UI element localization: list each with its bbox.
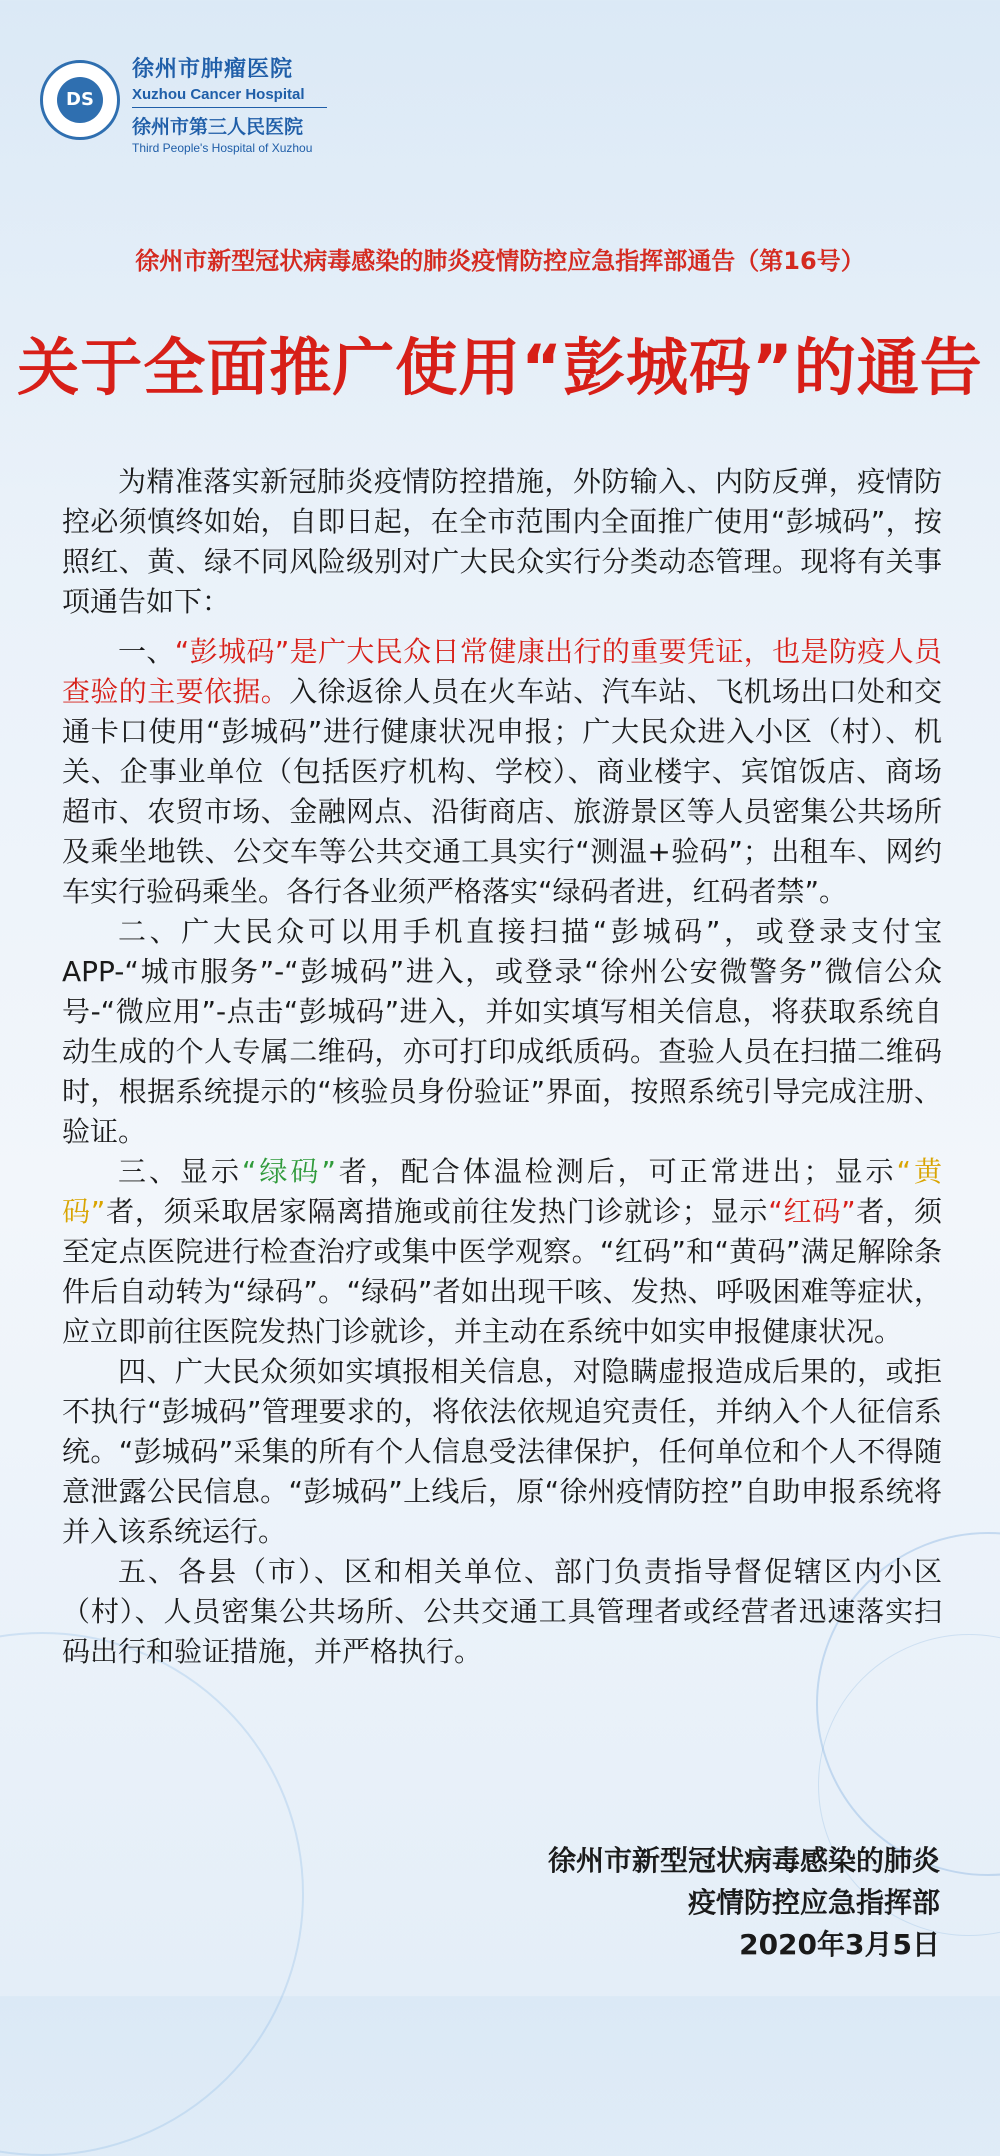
red-code-label: “红码” (768, 1195, 856, 1228)
hospital-header (40, 46, 540, 156)
issuer-line-1: 徐州市新型冠状病毒感染的肺炎 (547, 1844, 940, 1877)
section-2-paragraph: 二、广大民众可以用手机直接扫描“彭城码”，或登录支付宝APP-“城市服务”-“彭城码”进入，或登录“徐州公安微警务”微信公众号-“微应用”-点击“彭城码”进入，并如实填写相关信息，将获取系统自动生成的个人专属二维码，亦可打印成纸质码。查验人员在扫描二维码时，根据系统提示的“核验员身份验证”界面，按照系统引导完成注册、验证。 (62, 915, 942, 1148)
section-3-text-c: 者，须采取居家隔离措施或前往发热门诊就诊；显示 (105, 1195, 769, 1228)
yellow-code-label: “黄码” (62, 1155, 942, 1228)
section-1-text: 入徐返徐人员在火车站、汽车站、飞机场出口处和交通卡口使用“彭城码”进行健康状况申报；广大民众进入小区（村）、机关、企事业单位（包括医疗机构、学校）、商业楼宇、宾馆饭店、商场超市、农贸市场、金融网点、沿街商店、旅游景区等人员密集公共场所及乘坐地铁、公交车等公共交通工具实行“测温+验码”；出租车、网约车实行验码乘坐。各行各业须严格落实“绿码者进，红码者禁”。 (62, 675, 942, 908)
notice-subtitle: 徐州市新型冠状病毒感染的肺炎疫情防控应急指挥部通告（第16号） (135, 247, 865, 275)
hospital-names (132, 52, 327, 155)
hospital-logo-icon (40, 60, 120, 140)
section-3-text-a: 三、显示 (118, 1155, 242, 1188)
hospital-name-cn: 徐州市肿瘤医院 (132, 57, 294, 82)
section-4-paragraph: 四、广大民众须如实填报相关信息，对隐瞒虚报造成后果的，或拒不执行“彭城码”管理要求的，将依法依规追究责任，并纳入个人征信系统。“彭城码”采集的所有个人信息受法律保护，任何单位和个人不得随意泄露公民信息。“彭城码”上线后，原“徐州疫情防控”自助申报系统将并入该系统运行。 (62, 1355, 942, 1548)
section-1-prefix: 一、 (118, 635, 175, 668)
intro-paragraph: 为精准落实新冠肺炎疫情防控措施，外防输入、内防反弹，疫情防控必须慎终如始，自即日起，在全市范围内全面推广使用“彭城码”，按照红、黄、绿不同风险级别对广大民众实行分类动态管理。现将有关事项通告如下： (62, 465, 942, 618)
notice-title: 关于全面推广使用“彭城码”的通告 (17, 331, 983, 404)
section-1-highlight: “彭城码”是广大民众日常健康出行的重要凭证，也是防疫人员查验的主要依据。 (62, 635, 942, 708)
logo-mark: DS (57, 77, 103, 123)
section-5-paragraph: 五、各县（市）、区和相关单位、部门负责指导督促辖区内小区（村）、人员密集公共场所、公共交通工具管理者或经营者迅速落实扫码出行和验证措施，并严格执行。 (62, 1555, 942, 1668)
hospital-name-en: Xuzhou Cancer Hospital (132, 86, 305, 103)
hospital-divider (132, 107, 327, 108)
decorative-arc (0, 1632, 304, 2156)
issuer-signature (548, 1840, 940, 1966)
issuer-line-2: 疫情防控应急指挥部 (687, 1886, 940, 1919)
section-1-paragraph (62, 632, 942, 912)
section-3-text-b: 者，配合体温检测后，可正常进出；显示 (335, 1155, 897, 1188)
issue-date: 2020年3月5日 (739, 1928, 940, 1961)
hospital2-name-en: Third People's Hospital of Xuzhou (132, 141, 313, 155)
notice-body (62, 462, 942, 1672)
hospital2-name-cn: 徐州市第三人民医院 (132, 116, 304, 138)
section-3-paragraph (62, 1152, 942, 1352)
section-3-text-d: 者，须至定点医院进行检查治疗或集中医学观察。“红码”和“黄码”满足解除条件后自动转为“绿码”。“绿码”者如出现干咳、发热、呼吸困难等症状，应立即前往医院发热门诊就诊，并主动在系统中如实申报健康状况。 (62, 1195, 942, 1348)
green-code-label: “绿码” (241, 1155, 336, 1188)
